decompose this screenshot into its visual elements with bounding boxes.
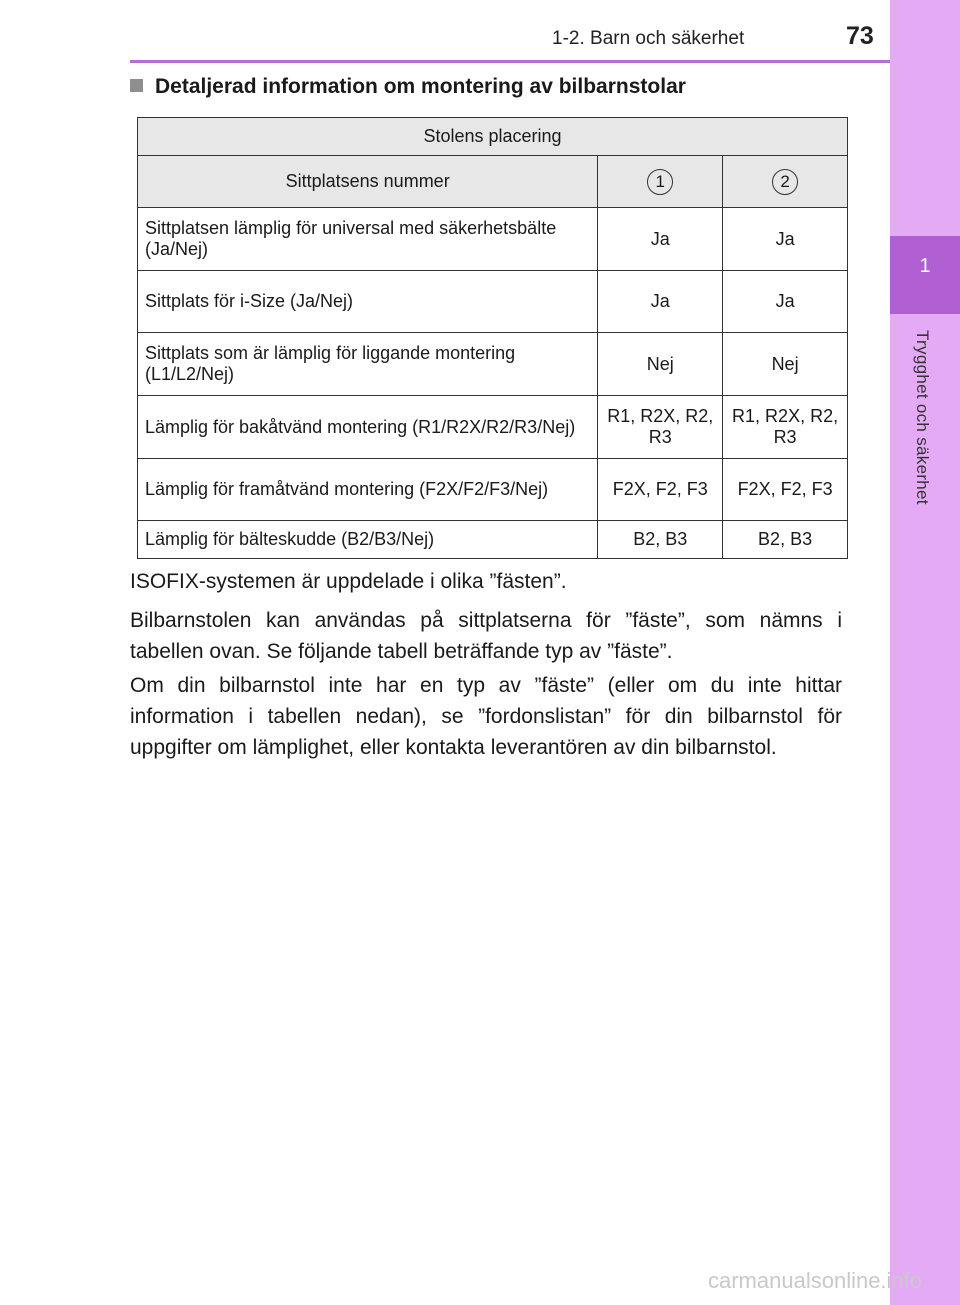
seat-number-cell-2 — [723, 156, 848, 208]
paragraph-usage: Bilbarnstolen kan användas på sittplatserna för ”fäste”, som nämns i tabellen ovan. Se följande tabell beträffande typ av ”fäste”. — [130, 609, 842, 663]
row-value-seat2: Ja — [723, 208, 848, 271]
side-chapter-number: 1 — [919, 255, 931, 277]
seat-number-2: 2 — [772, 169, 798, 195]
row-value-seat1: Ja — [598, 271, 723, 333]
section-heading-text: Detaljerad information om montering av bilbarnstolar — [155, 75, 686, 98]
row-value-seat2: R1, R2X, R2, R3 — [723, 396, 848, 459]
row-value-seat1: F2X, F2, F3 — [598, 459, 723, 521]
row-value-seat1: Nej — [598, 333, 723, 396]
row-label: Sittplatsen lämplig för universal med säkerhetsbälte (Ja/Nej) — [138, 208, 598, 271]
page-number: 73 — [846, 22, 874, 50]
table-header-row — [138, 118, 848, 156]
row-label: Sittplats för i-Size (Ja/Nej) — [138, 271, 598, 333]
row-value-seat2: Nej — [723, 333, 848, 396]
header-section-title: 1-2. Barn och säkerhet — [552, 28, 745, 49]
row-value-seat1: B2, B3 — [598, 521, 723, 559]
seat-number-row — [138, 156, 848, 208]
table-row — [138, 459, 848, 521]
table-row — [138, 333, 848, 396]
header-rule — [130, 60, 890, 63]
square-bullet-icon — [130, 79, 143, 92]
seat-info-table — [137, 117, 848, 559]
seat-number-1: 1 — [647, 169, 673, 195]
table-caption-cell: Stolens placering — [138, 118, 848, 156]
row-value-seat1: R1, R2X, R2, R3 — [598, 396, 723, 459]
table-row — [138, 208, 848, 271]
seat-number-cell-1 — [598, 156, 723, 208]
row-label: Sittplats som är lämplig för liggande montering (L1/L2/Nej) — [138, 333, 598, 396]
row-label: Lämplig för bakåtvänd montering (R1/R2X/R2/R3/Nej) — [138, 396, 598, 459]
side-chapter-tab — [890, 0, 960, 1305]
table-row — [138, 521, 848, 559]
paragraph-isofix: ISOFIX-systemen är uppdelade i olika ”fästen”. — [130, 570, 567, 593]
row-value-seat2: B2, B3 — [723, 521, 848, 559]
row-label: Lämplig för bälteskudde (B2/B3/Nej) — [138, 521, 598, 559]
side-chapter-label: Trygghet och säkerhet — [913, 330, 932, 505]
row-value-seat2: F2X, F2, F3 — [723, 459, 848, 521]
row-value-seat1: Ja — [598, 208, 723, 271]
watermark: carmanualsonline.info — [708, 1268, 923, 1293]
row-label: Lämplig för framåtvänd montering (F2X/F2/F3/Nej) — [138, 459, 598, 521]
row-value-seat2: Ja — [723, 271, 848, 333]
table-row — [138, 396, 848, 459]
section-heading — [130, 75, 686, 99]
seat-number-label: Sittplatsens nummer — [138, 156, 598, 208]
table-row — [138, 271, 848, 333]
paragraph-contact: Om din bilbarnstol inte har en typ av ”fäste” (eller om du inte hittar information i tabellen nedan), se ”fordonslistan” för din bilbarnstol för uppgifter om lämplighet, eller kontakta leverantören av din bilbarnstol. — [130, 674, 842, 759]
